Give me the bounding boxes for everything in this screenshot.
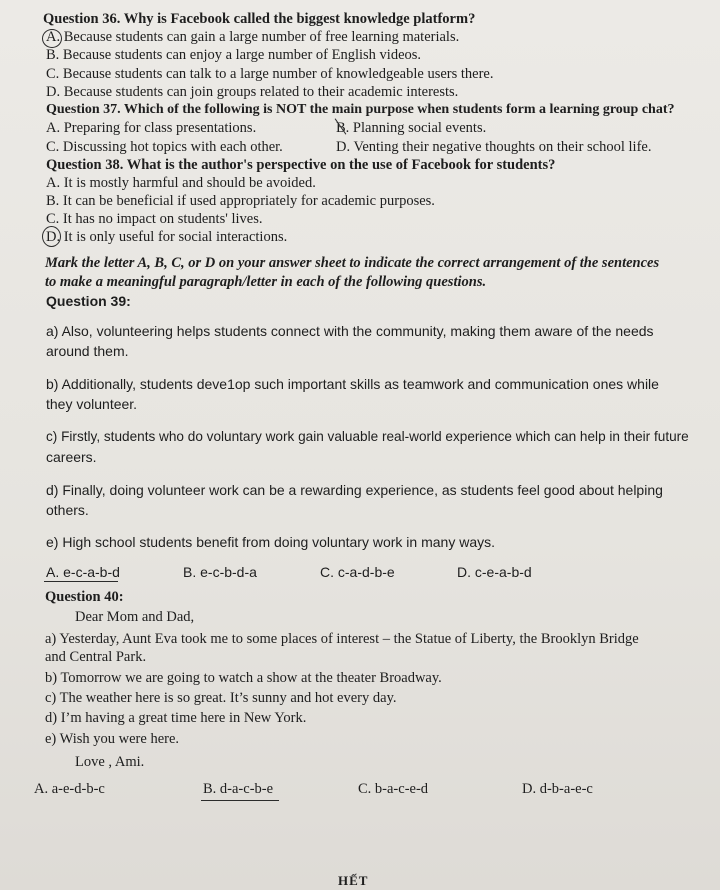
q40-option-c: C. b-a-c-e-d (358, 781, 429, 797)
q37-option-d: D. Venting their negative thoughts on their school life. (336, 139, 652, 155)
q36-stem: Question 36. Why is Facebook called the biggest knowledge platform? (43, 11, 476, 27)
q38-stem: Question 38. What is the author's perspective on the use of Facebook for students? (46, 157, 556, 173)
q40-option-b: B. d-a-c-b-e (203, 781, 274, 797)
q39-sentence-c: c) Firstly, students who do voluntary work gain valuable real-world experience which can help in their future (46, 429, 689, 444)
q39-sentence-e: e) High school students benefit from doing voluntary work in many ways. (46, 534, 495, 550)
q40-sentence-a: a) Yesterday, Aunt Eva took me to some places of interest – the Statue of Liberty, the Brooklyn Bridge (45, 631, 639, 647)
q39-sentence-d-cont: others. (46, 502, 89, 518)
q37-option-a: A. Preparing for class presentations. (46, 120, 257, 136)
q40-option-a: A. a-e-d-b-c (34, 781, 105, 797)
answer-underline (201, 800, 279, 801)
instruction-line-1: Mark the letter A, B, C, or D on your answer sheet to indicate the correct arrangement of the sentences (45, 255, 660, 271)
q39-title: Question 39: (46, 293, 131, 309)
q37-option-c: C. Discussing hot topics with each other. (46, 139, 283, 155)
q40-sentence-b: b) Tomorrow we are going to watch a show at the theater Broadway. (45, 670, 442, 686)
q39-sentence-a-cont: around them. (46, 343, 129, 359)
q39-option-c: C. c-a-d-b-e (320, 564, 395, 580)
answer-circle (42, 226, 61, 247)
q40-sentence-a-cont: and Central Park. (45, 649, 147, 665)
q39-sentence-a: a) Also, volunteering helps students connect with the community, making them aware of the needs (46, 323, 654, 339)
end-marker: HẾT (338, 873, 369, 888)
q39-option-a: A. e-c-a-b-d (46, 564, 120, 580)
answer-underline (44, 581, 118, 582)
q39-sentence-d: d) Finally, doing volunteer work can be a rewarding experience, as students feel good about helping (46, 482, 663, 498)
q39-option-b: B. e-c-b-d-a (183, 564, 257, 580)
q39-sentence-b: b) Additionally, students deve1op such important skills as teamwork and communication ones while (46, 376, 659, 392)
q38-option-b: B. It can be beneficial if used appropriately for academic purposes. (46, 193, 435, 209)
q39-option-d: D. c-e-a-b-d (457, 564, 532, 580)
q36-option-a: A. Because students can gain a large number of free learning materials. (46, 29, 460, 45)
q38-option-c: C. It has no impact on students' lives. (46, 211, 263, 227)
q38-option-a: A. It is mostly harmful and should be avoided. (46, 175, 316, 191)
q36-option-b: B. Because students can enjoy a large number of English videos. (46, 47, 422, 63)
instruction-line-2: to make a meaningful paragraph/letter in each of the following questions. (45, 274, 487, 290)
q40-greeting: Dear Mom and Dad, (75, 609, 195, 625)
q39-sentence-b-cont: they volunteer. (46, 396, 138, 412)
q39-sentence-c-cont: careers. (46, 449, 97, 465)
q40-sentence-c: c) The weather here is so great. It’s sunny and hot every day. (45, 690, 397, 706)
answer-circle (42, 29, 62, 48)
q40-option-d: D. d-b-a-e-c (522, 781, 593, 797)
q40-title: Question 40: (45, 589, 124, 605)
q40-closing: Love , Ami. (75, 754, 145, 770)
q40-sentence-d: d) I’m having a great time here in New York. (45, 710, 307, 726)
q36-option-c: C. Because students can talk to a large number of knowledgeable users there. (46, 66, 494, 82)
q37-stem: Question 37. Which of the following is NOT the main purpose when students form a learning group chat? (46, 102, 675, 117)
q40-sentence-e: e) Wish you were here. (45, 731, 180, 747)
q37-option-b: B. Planning social events. (336, 120, 487, 136)
q36-option-d: D. Because students can join groups related to their academic interests. (46, 84, 459, 100)
q38-option-d: D. It is only useful for social interactions. (46, 229, 288, 245)
